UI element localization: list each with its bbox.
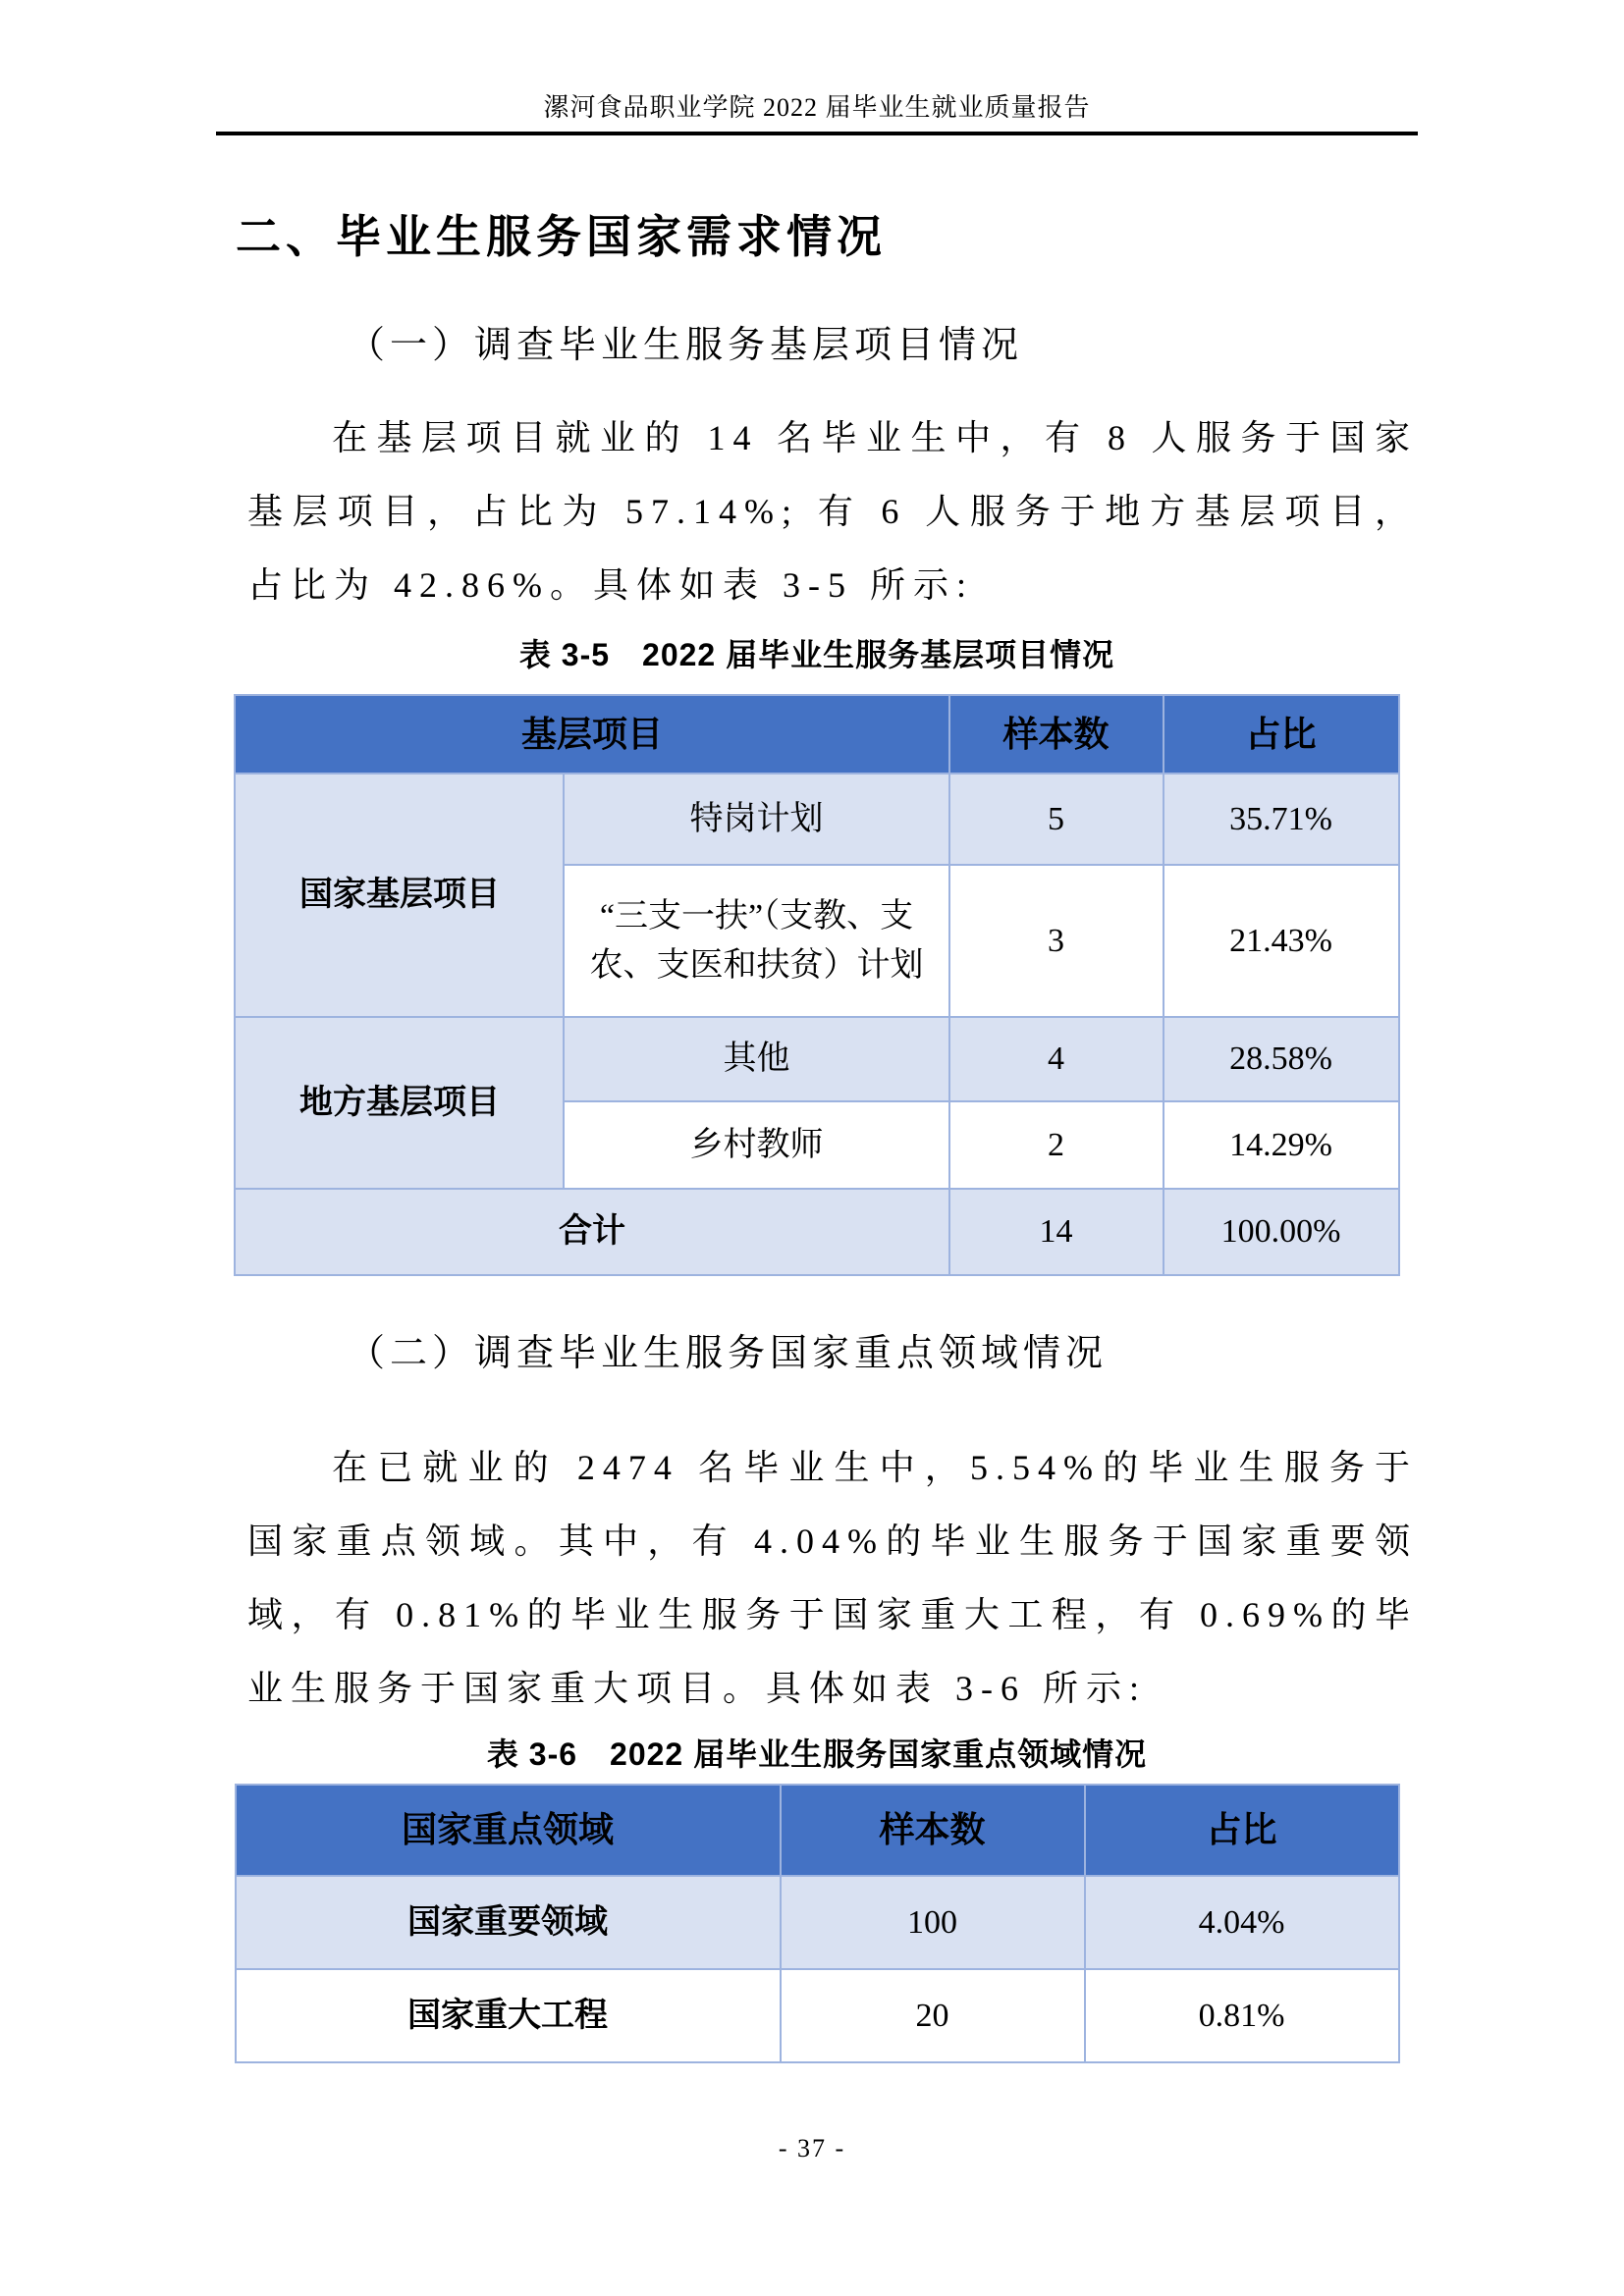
- subsection-1-title: （一）调查毕业生服务基层项目情况: [348, 325, 1024, 366]
- table-3-6: [235, 1784, 1400, 2063]
- running-head-title: 漯河食品职业学院 2022 届毕业生就业质量报告: [543, 93, 1091, 122]
- field-ratio-cell: 0.81%: [1085, 1969, 1399, 2062]
- field-label-cell: 国家重要领域: [236, 1876, 781, 1969]
- item-label-cell: 特岗计划: [564, 774, 948, 865]
- total-sample-cell: 14: [949, 1189, 1164, 1275]
- total-ratio-cell: 100.00%: [1164, 1189, 1399, 1275]
- field-label-cell: 国家重大工程: [236, 1969, 781, 2062]
- table-total-row: [235, 1189, 1398, 1275]
- table-3-6-header-row: [236, 1785, 1399, 1876]
- field-ratio-cell: 4.04%: [1085, 1876, 1399, 1969]
- page-body: [216, 211, 1418, 2063]
- item-ratio-cell: 21.43%: [1164, 865, 1399, 1017]
- table-3-6-header-ratio: 占比: [1085, 1785, 1399, 1876]
- table-3-5-header-sample: 样本数: [949, 695, 1164, 774]
- subsection-1-paragraph: 在基层项目就业的 14 名毕业生中，有 8 人服务于国家基层项目，占比为 57.14%; 有 6 人服务于地方基层项目，占比为 42.86%。具体如表 3-5 所示:: [247, 418, 1418, 605]
- table-3-5-header-group: 基层项目: [235, 695, 948, 774]
- item-sample-cell: 2: [949, 1101, 1164, 1189]
- item-sample-cell: 5: [949, 774, 1164, 865]
- item-label-cell: 乡村教师: [564, 1101, 948, 1189]
- table-3-6-caption: 表 3-6 2022 届毕业生服务国家重点领域情况: [486, 1736, 1148, 1772]
- table-3-6-header-field: 国家重点领域: [236, 1785, 781, 1876]
- table-row: [236, 1876, 1399, 1969]
- field-sample-cell: 100: [781, 1876, 1085, 1969]
- subsection-2-title: （二）调查毕业生服务国家重点领域情况: [348, 1333, 1109, 1374]
- subsection-2-paragraph: 在已就业的 2474 名毕业生中，5.54%的毕业生服务于国家重点领域。其中，有 4.04%的毕业生服务于国家重要领域，有 0.81%的毕业生服务于国家重大工程，有 0.69%的毕业生服务于国家重大项目。具体如表 3-6 所示:: [247, 1448, 1418, 1708]
- table-3-5-caption: 表 3-5 2022 届毕业生服务基层项目情况: [518, 637, 1115, 672]
- page-header: [216, 92, 1418, 135]
- table-row: [236, 1969, 1399, 2062]
- table-3-6-header-sample: 样本数: [781, 1785, 1085, 1876]
- item-ratio-cell: 14.29%: [1164, 1101, 1399, 1189]
- item-label-cell: “三支一扶”（支教、支农、支医和扶贫）计划: [564, 865, 948, 1017]
- table-3-5-header-row: [235, 695, 1398, 774]
- item-sample-cell: 4: [949, 1017, 1164, 1101]
- field-sample-cell: 20: [781, 1969, 1085, 2062]
- table-row: [235, 774, 1398, 865]
- table-3-5: [234, 694, 1399, 1276]
- table-3-5-header-ratio: 占比: [1164, 695, 1399, 774]
- section-title: 二、毕业生服务国家需求情况: [236, 211, 887, 262]
- total-label-cell: 合计: [235, 1189, 948, 1275]
- page-number: - 37 -: [778, 2134, 846, 2163]
- group-cell-local: 地方基层项目: [235, 1017, 564, 1189]
- header-rule: [216, 132, 1418, 135]
- table-row: [235, 1017, 1398, 1101]
- page-footer: [0, 2134, 1624, 2163]
- item-sample-cell: 3: [949, 865, 1164, 1017]
- item-label-cell: 其他: [564, 1017, 948, 1101]
- item-ratio-cell: 28.58%: [1164, 1017, 1399, 1101]
- item-ratio-cell: 35.71%: [1164, 774, 1399, 865]
- group-cell-national: 国家基层项目: [235, 774, 564, 1017]
